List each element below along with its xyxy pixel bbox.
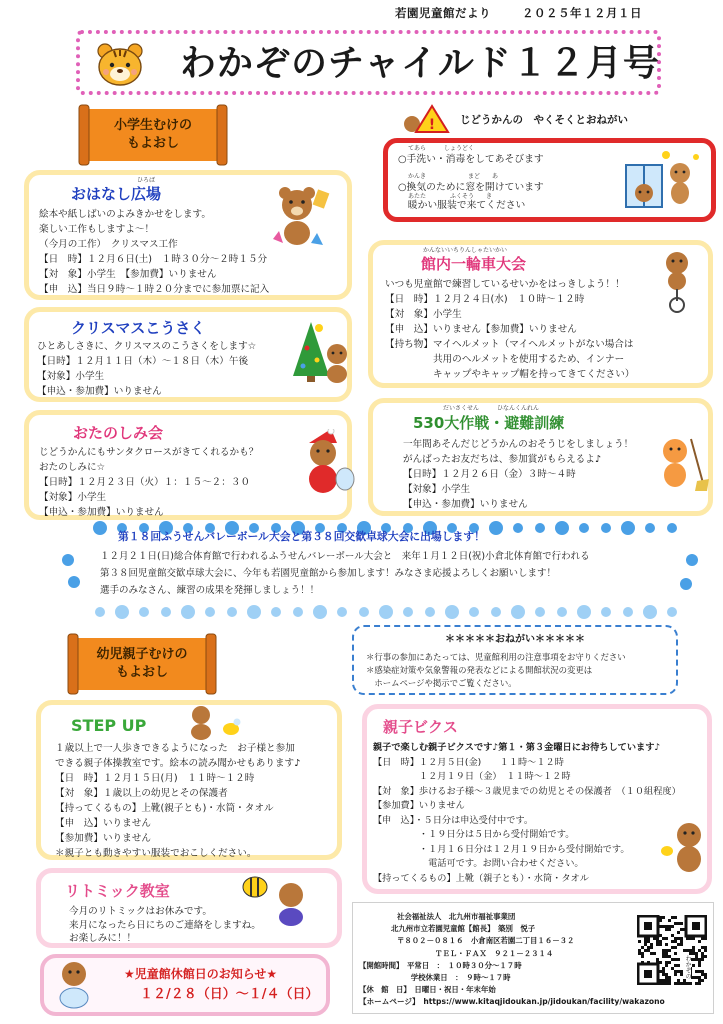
notice-title: ＊＊＊＊＊おねがい＊＊＊＊＊ bbox=[445, 634, 585, 645]
bear-icon bbox=[267, 183, 337, 247]
unicycle-ruby: かんないいちりんしゃたいかい bbox=[423, 247, 508, 254]
card-rhythmic bbox=[36, 868, 342, 948]
stepup-line: １歳以上で一人歩きできるようになった お子様と参加 bbox=[55, 743, 295, 754]
cleanup-line: 【日時】１２月２６日（金）３時～４時 bbox=[403, 469, 576, 480]
footer-line: 社会福祉法人 北九州市福祉事業団 bbox=[397, 912, 516, 921]
section-banner-toddler bbox=[64, 632, 220, 698]
stepup-line: 【参加費】いりません bbox=[55, 833, 151, 844]
unicycle-line: キャップやキャップ帽を持ってきてください） bbox=[385, 369, 635, 380]
ohanashi-ruby: ひろば bbox=[137, 177, 156, 184]
svg-text:!: ! bbox=[428, 117, 436, 133]
section-title-line1: 小学生むけの bbox=[113, 118, 192, 133]
oyako-line: 【対 象】歩けるお子様～３歳児までの幼児とその保護者 （１０組程度） bbox=[373, 785, 681, 797]
rhythmic-line: お楽しみに！！ bbox=[69, 933, 137, 944]
card-otanoshimi bbox=[24, 410, 352, 520]
oyako-line: 【参加費】いりません bbox=[373, 800, 465, 811]
oyako-line: 【持ってくるもの】上靴（親子とも）・水筒・タオル bbox=[373, 872, 589, 884]
volleyball-line: １２月２１日(日)総合体育館で行われるふうせんバレーボール大会と 来年１月１２日(祝)小倉北体育館で行われる bbox=[100, 551, 590, 562]
stepup-line: ＊親子とも動きやすい服装でおこしください。 bbox=[55, 848, 257, 859]
card-unicycle bbox=[368, 240, 713, 388]
otanoshimi-line: 【対象】小学生 bbox=[39, 492, 107, 503]
window-bear-icon bbox=[616, 147, 706, 213]
otanoshimi-line: 【申込・参加費】いりません bbox=[39, 507, 164, 518]
unicycle-line: 【持ち物】マイヘルメット（マイヘルメットがない場合は bbox=[385, 339, 634, 350]
stepup-line: 【申 込】いりません bbox=[55, 818, 151, 829]
card-oyako bbox=[362, 704, 712, 894]
ohanashi-line: 楽しい工作もしますよ～！ bbox=[39, 224, 155, 235]
unicycle-line: 【申 込】いりません【参加費】いりません bbox=[385, 324, 577, 335]
footer-line: 【休 館 日】 日曜日・祝日・年末年始 bbox=[359, 985, 496, 995]
volleyball-line: 選手のみなさん、練習の成果を発揮しましょう！！ bbox=[100, 585, 320, 596]
cleanup-line: がんばったお友だちは、参加賞がもらえるよ♪ bbox=[403, 454, 601, 465]
christmas-line: 【対象】小学生 bbox=[37, 371, 105, 382]
oyako-line: ・１月１６日分は１２月１９日から受付開始です。 bbox=[373, 843, 630, 855]
volleyball-title: 第１８回ふうせんバレーボール大会と第３８回交歓卓球大会に出場します！ bbox=[118, 530, 485, 543]
otanoshimi-line: 【日時】１２月２３日（火）１：１５～２：３０ bbox=[39, 477, 251, 488]
unicycle-line: いつも児童館で練習しているせいかをはっきしよう！！ bbox=[385, 279, 625, 290]
newsletter-name: 若園児童館だより bbox=[395, 6, 491, 20]
card-christmas bbox=[24, 307, 352, 402]
bear-bee-icon bbox=[181, 705, 251, 741]
cleanup-line: 一年間あそんだじどうかんのおそうじをしましょう！ bbox=[403, 439, 634, 450]
otanoshimi-line: じどうかんにもサンタクロースがきてくれるかも？ bbox=[39, 447, 259, 458]
cleanup-line: 【申込・参加費】いりません bbox=[403, 499, 528, 510]
oyako-title: 親子ビクス bbox=[383, 718, 458, 736]
unicycle-line: 共用のヘルメットを使用するため、インナー bbox=[385, 354, 625, 365]
unicycle-line: 【対 象】小学生 bbox=[385, 309, 462, 320]
footer-line: 〒８０２－０８１６ 小倉南区若園二丁目１６－３２ bbox=[397, 936, 575, 946]
stepup-line: 【持ってくるもの】上靴(親子とも)・水筒・タオル bbox=[55, 803, 274, 814]
section-title-line2: もよおし bbox=[126, 135, 179, 151]
christmas-tree-icon bbox=[289, 318, 351, 384]
broom-icon bbox=[657, 433, 711, 493]
newsletter-header bbox=[395, 6, 642, 22]
stepup-line: できる親子体操教室です。絵本の読み聞かせもあります♪ bbox=[55, 758, 301, 769]
unicycle-bear-icon bbox=[655, 249, 701, 313]
christmas-line: 【日時】１２月１１日（木）～１８日（木）午後 bbox=[37, 356, 249, 367]
rhythmic-line: 今月のリトミックはお休みです。 bbox=[69, 906, 212, 917]
ohanashi-line: 【日 時】１２月６日(土) １時３０分～２時１５分 bbox=[39, 254, 268, 265]
section-title-line2: もよおし bbox=[115, 664, 168, 680]
oyako-line: 【申 込】・５日分は申込受付中です。 bbox=[373, 814, 534, 826]
footer-line: 学校休業日 ： ９時～１７時 bbox=[359, 973, 511, 983]
promise-box bbox=[383, 138, 716, 222]
ohanashi-title: おはなし広場 bbox=[71, 185, 162, 203]
closed-notice bbox=[40, 954, 330, 1016]
promise-heading: じどうかんの やくそくとおねがい bbox=[460, 114, 628, 126]
notice-line: ホームページや掲示でご覧ください。 bbox=[366, 678, 517, 688]
unicycle-line: 【日 時】１２月２４日(水) １０時～１２時 bbox=[385, 294, 585, 305]
warning-icon bbox=[402, 104, 450, 134]
christmas-line: ひとあしさきに、クリスマスのこうさくをします☆ bbox=[37, 341, 257, 352]
page-title: わかぞのチャイルド１２月号 bbox=[180, 43, 660, 84]
qr-label: わかぞの bbox=[684, 955, 692, 979]
santa-bear-icon bbox=[291, 429, 357, 499]
footer-line: ＴＥＬ・ＦＡＸ ９２１－２３１４ bbox=[435, 948, 554, 958]
cleanup-title: 530大作戦・避難訓練 bbox=[413, 414, 565, 432]
promise-ruby-3: あたた ふくそう き bbox=[408, 193, 493, 200]
footer-info bbox=[352, 902, 714, 1014]
promise-line-3: 暖かい服装で来てください bbox=[398, 200, 526, 211]
title-box bbox=[76, 30, 661, 95]
ohanashi-line: 【申 込】当日９時～１時２０分までに参加票に記入 bbox=[39, 284, 270, 295]
notice-line: ＊感染症対策や気象警報の発表などによる開館状況の変更は bbox=[366, 665, 593, 675]
promise-line-1: ○手洗い・消毒をしてあそびます bbox=[398, 154, 544, 165]
closed-dates: １２/２８（日）～１/４（日） bbox=[140, 987, 319, 1002]
rhythmic-line: 来月になったら日にちのご連絡をしますね。 bbox=[69, 919, 261, 931]
footer-line: 【開館時間】 平常日 ： １０時３０分～１７時 bbox=[359, 960, 522, 970]
stepup-title: STEP UP bbox=[71, 716, 147, 735]
footer-line: 北九州市立若園児童館【館長】 築別 悦子 bbox=[391, 924, 536, 934]
christmas-title: クリスマスこうさく bbox=[71, 319, 206, 337]
issue-date: ２０２５年１２月１日 bbox=[522, 6, 643, 20]
footer-line: 【ホームページ】 https://www.kitaqjidoukan.jp/jidoukan/facility/wakazono bbox=[359, 997, 665, 1007]
tiger-face-icon bbox=[94, 41, 146, 87]
otanoshimi-title: おたのしみ会 bbox=[73, 424, 164, 442]
notice-box bbox=[352, 625, 678, 695]
card-stepup bbox=[36, 700, 342, 860]
card-ohanashi bbox=[24, 170, 352, 300]
oyako-line: ・１９日分は５日から受付開始です。 bbox=[373, 829, 575, 840]
ohanashi-line: （今月の工作） クリスマス工作 bbox=[39, 239, 178, 250]
christmas-line: 【申込・参加費】いりません bbox=[37, 386, 162, 397]
bear-icon bbox=[50, 958, 100, 1012]
otanoshimi-line: おたのしみに☆ bbox=[39, 462, 106, 473]
notice-line: ＊行事の参加にあたっては、児童館利用の注意事項をお守りください bbox=[366, 652, 626, 662]
ohanashi-line: 絵本や紙しばいのよみきかせをします。 bbox=[39, 209, 211, 220]
promise-ruby-1: てあら しょうどく bbox=[408, 145, 475, 152]
section-banner-elementary bbox=[75, 103, 231, 169]
volleyball-line: 第３８回児童館交歓卓球大会に、今年も若園児童館から参加します！みなさま応援よろしくお願いします！ bbox=[100, 568, 557, 579]
oyako-line: １２月１９日（金） １１時～１２時 bbox=[373, 771, 571, 782]
closed-title: ★児童館休館日のお知らせ★ bbox=[124, 967, 278, 981]
stepup-line: 【対 象】１歳以上の幼児とその保護者 bbox=[55, 788, 228, 799]
unicycle-title: 館内一輪車大会 bbox=[421, 255, 527, 273]
promise-ruby-2: かんき まど あ bbox=[408, 173, 499, 180]
stepup-line: 【日 時】１２月１５日(月) １１時～１２時 bbox=[55, 773, 255, 784]
cleanup-ruby: だいさくせん ひなんくんれん bbox=[443, 405, 540, 412]
section-title-line1: 幼児親子むけの bbox=[96, 647, 188, 662]
bee-icon bbox=[235, 865, 315, 927]
qr-code-icon[interactable] bbox=[637, 915, 707, 985]
rhythmic-title: リトミック教室 bbox=[65, 882, 170, 900]
oyako-line: 【日 時】１２月５日(金) １１時～１２時 bbox=[373, 756, 564, 768]
volleyball-announcement bbox=[60, 520, 700, 622]
oyako-line: 電話可です。お問い合わせください。 bbox=[373, 858, 584, 869]
oyako-line: 親子で楽しむ親子ビクスです♪第１・第３金曜日にお待ちしています♪ bbox=[373, 742, 661, 753]
cleanup-line: 【対象】小学生 bbox=[403, 484, 471, 495]
card-cleanup bbox=[368, 398, 713, 516]
bear-icon bbox=[659, 821, 709, 877]
ohanashi-line: 【対 象】小学生 【参加費】いりません bbox=[39, 269, 217, 280]
promise-header bbox=[402, 104, 712, 134]
promise-line-2: ○換気のために窓を開けています bbox=[398, 182, 544, 193]
